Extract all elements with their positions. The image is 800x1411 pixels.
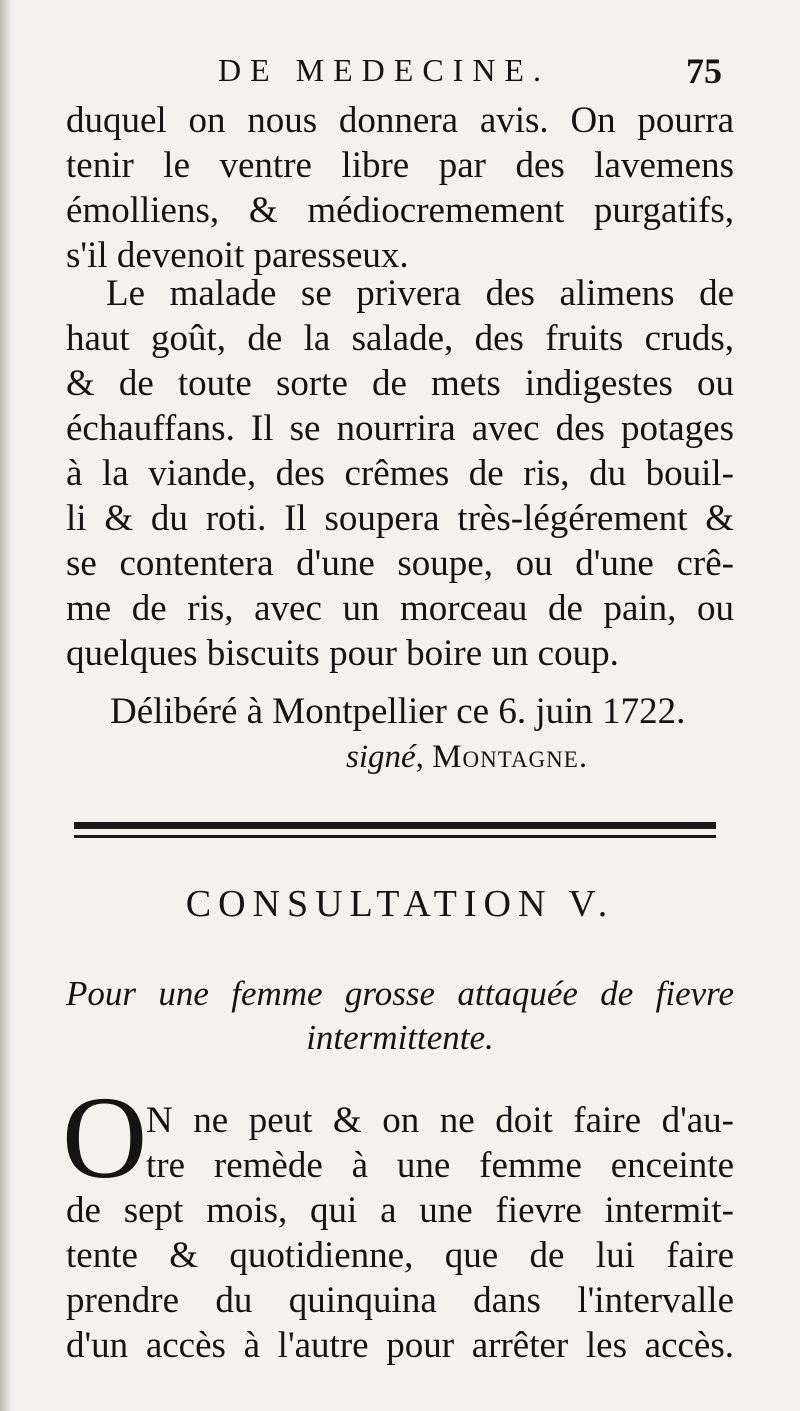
drop-cap: O [62,1072,148,1203]
text-line: Le malade se privera des alimens de [106,273,734,314]
section-heading: CONSULTATION V. [185,883,615,925]
paragraph-consultation [66,1098,734,1368]
subtitle-line: Pour une femme grosse attaquée de fievre [66,974,734,1013]
text-line: s'il devenoit paresseux. [66,235,409,276]
section-rule-thick [74,822,716,829]
binding-shadow [0,0,12,1411]
text-line: li & du roti. Il soupera très-légérement & [66,498,734,539]
text-line: de sept mois, qui a une fievre intermit- [66,1190,734,1231]
text-line: duquel on nous donnera avis. On pourra [66,100,734,141]
text-line: émolliens, & médiocremement purgatifs, [66,190,734,231]
text-line: N ne peut & on ne doit faire d'au- [146,1100,734,1141]
signature-name: Montagne. [432,739,589,775]
text-line: haut goût, de la salade, des fruits cruds, [66,318,734,359]
page-number: 75 [686,51,722,91]
text-line: à la viande, des crêmes de ris, du bouil- [66,453,734,494]
text-line: échauffans. Il se nourrira avec des potages [66,408,734,449]
dateline: Délibéré à Montpellier ce 6. juin 1722. [110,691,686,732]
text-line: prendre du quinquina dans l'intervalle [66,1280,734,1321]
running-head: DE MEDECINE. [218,52,550,88]
paragraph-continued [66,98,734,278]
text-line: me de ris, avec un morceau de pain, ou [66,588,734,629]
paragraph-diet [66,271,734,676]
subtitle-line: intermittente. [306,1018,494,1057]
section-subtitle [66,972,734,1060]
text-line: tente & quotidienne, que de lui faire [66,1235,734,1276]
section-rule-thin [74,835,716,838]
text-line: & de toute sorte de mets indigestes ou [66,363,734,404]
signature-signed: signé [346,739,416,775]
text-line: se contentera d'une soupe, ou d'une crê- [66,543,734,584]
text-line: quelques biscuits pour boire un coup. [66,633,619,674]
text-line: tenir le ventre libre par des lavemens [66,145,734,186]
signature [346,739,588,776]
text-line: tre remède à une femme enceinte [146,1145,734,1186]
text-line: d'un accès à l'autre pour arrêter les accès. [66,1325,734,1366]
signature-separator: , [415,739,424,775]
